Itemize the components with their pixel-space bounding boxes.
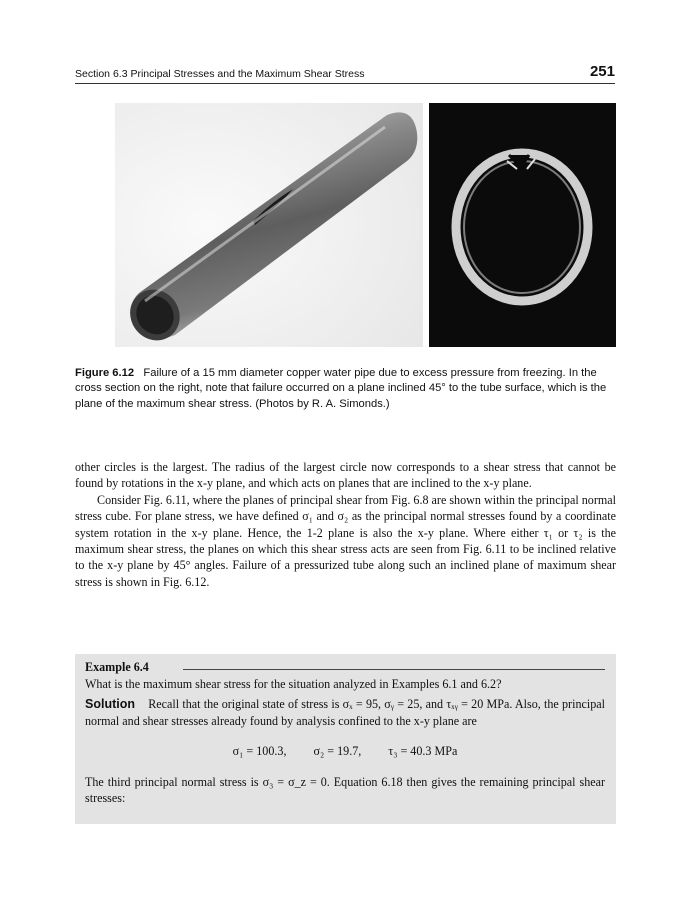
page-number: 251: [589, 63, 615, 80]
section-title: Section 6.3 Principal Stresses and the Maximum Shear Stress: [75, 68, 365, 80]
solution-label: Solution: [85, 697, 135, 712]
photo-cross-section: [429, 103, 616, 347]
body-text: [75, 459, 616, 590]
header-rule: [75, 83, 615, 84]
page-header: [75, 63, 615, 86]
eq-sigma2: σ₂ = 19.7,: [313, 744, 362, 759]
paragraph-2: Consider Fig. 6.11, where the planes of principal shear from Fig. 6.8 are shown within the principal normal stress cube. For plane stress, we have defined σ₁ and σ₂ as the principal normal stresses found by a coordinate system rotation in the x-y plane. Hence, the 1-2 plane is also the x-y plane. Where either τ₁ or τ₂ is the maximum shear stress, the planes on which this shear stress acts are seen from Fig. 6.11 to be inclined relative to the x-y plane by 45° angles. Failure of a pressurized tube along such an inclined plane of maximum shear stress is shown in Fig. 6.12.: [75, 492, 616, 589]
example-box: [75, 654, 616, 824]
example-question: What is the maximum shear stress for the situation analyzed in Examples 6.1 and 6.2?: [85, 677, 502, 691]
example-title-rule: [183, 669, 605, 670]
figure-caption: [75, 366, 615, 412]
photo-copper-pipe: [115, 103, 423, 347]
figure-caption-text: Failure of a 15 mm diameter copper water pipe due to excess pressure from freezing. In the cross section on the right, note that failure occurred on a plane inclined 45° to the tube surface, which is the plane of the maximum shear stress. (Photos by R. A. Simonds.): [75, 367, 607, 410]
solution-text: Recall that the original state of stress is σₓ = 95, σᵧ = 25, and τₓᵧ = 20 MPa. Also, the principal normal and shear stresses already found by analysis confined to the x-y plane are: [85, 697, 605, 728]
principal-stress-equation: [85, 743, 605, 759]
example-title-row: [85, 659, 605, 675]
example-conclusion: The third principal normal stress is σ₃ = σ_z = 0. Equation 6.18 then gives the remaining principal shear stresses:: [85, 774, 605, 806]
figure-label: Figure 6.12: [75, 367, 135, 379]
example-title: Example 6.4: [85, 660, 149, 674]
solution-paragraph: [85, 696, 605, 729]
eq-tau3: τ₃ = 40.3 MPa: [388, 744, 458, 759]
paragraph-1: other circles is the largest. The radius of the largest circle now corresponds to a shear stress that cannot be found by rotations in the x-y plane, and which acts on planes that are inclined to the x-y plane.: [75, 460, 616, 491]
eq-sigma1: σ₁ = 100.3,: [232, 744, 287, 759]
